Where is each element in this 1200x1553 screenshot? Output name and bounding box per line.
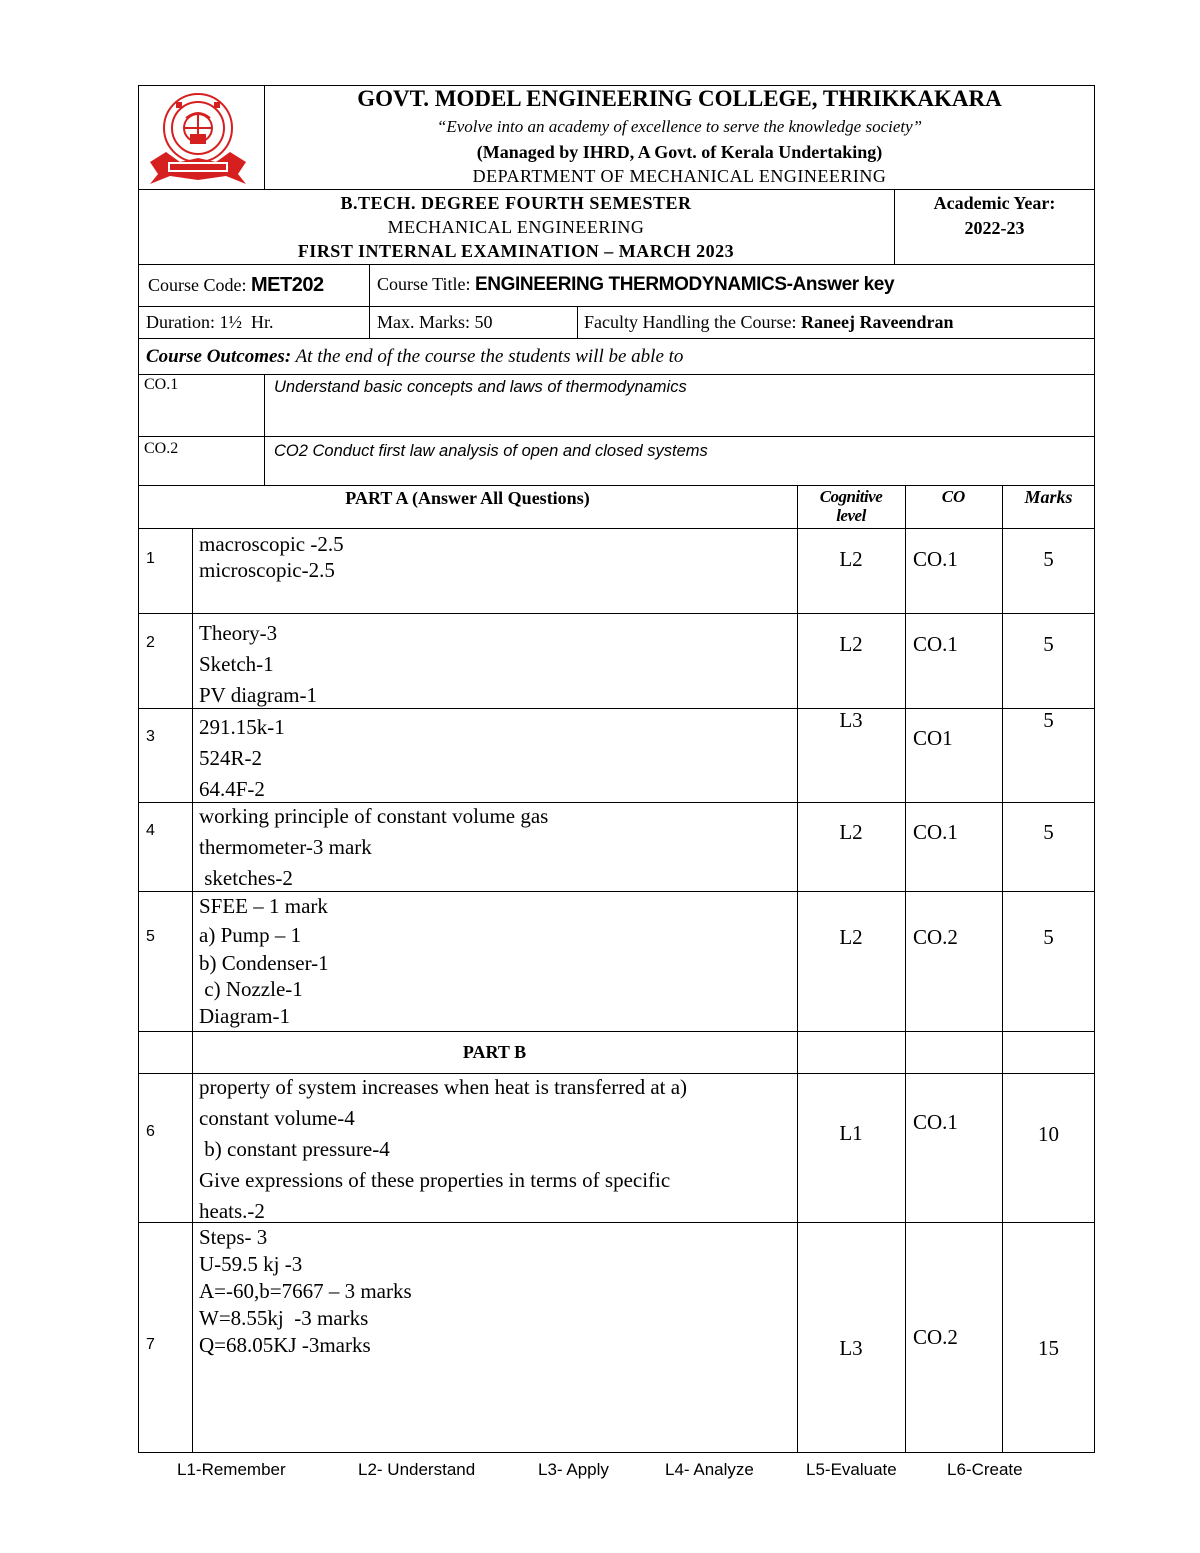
answer-line: Theory-3 — [199, 621, 278, 645]
answer-cell — [199, 531, 344, 583]
exam-degree: B.TECH. DEGREE FOURTH SEMESTER — [340, 193, 692, 213]
outcomes-heading-rest: At the end of the course the students will be able to — [291, 346, 684, 367]
marks-value: 10 — [1038, 1122, 1059, 1146]
faculty-label: Faculty Handling the Course: — [584, 312, 801, 332]
academic-year-label: Academic Year: — [933, 193, 1056, 213]
max-marks: Max. Marks: 50 — [377, 312, 493, 332]
answer-line: Give expressions of these properties in terms of specific — [199, 1168, 671, 1192]
answer-line: property of system increases when heat is transferred at a) — [199, 1075, 688, 1099]
co-value: CO.1 — [913, 820, 958, 844]
college-logo — [146, 88, 250, 186]
legend-l2: L2- Understand — [358, 1460, 476, 1479]
co1-text: Understand basic concepts and laws of thermodynamics — [274, 378, 687, 396]
answer-line: b) Condenser-1 — [199, 951, 329, 975]
legend-l5: L5-Evaluate — [806, 1460, 897, 1479]
college-name: GOVT. MODEL ENGINEERING COLLEGE, THRIKKAKARA — [357, 86, 1002, 111]
answer-line: macroscopic -2.5 — [199, 532, 344, 556]
marks-value: 5 — [1043, 632, 1054, 656]
question-number: 7 — [146, 1336, 155, 1353]
course-title-label: Course Title: — [377, 274, 476, 294]
marks-value: 5 — [1043, 547, 1054, 571]
question-number: 2 — [146, 634, 155, 651]
answer-line: thermometer-3 mark — [199, 835, 372, 859]
question-number: 4 — [146, 822, 155, 839]
cognitive-level: L1 — [839, 1121, 863, 1145]
co1-code: CO.1 — [144, 376, 179, 393]
answer-line: a) Pump – 1 — [199, 923, 302, 947]
col-header-marks: Marks — [1024, 487, 1073, 507]
marks-value: 5 — [1043, 820, 1054, 844]
answer-cell — [199, 618, 317, 711]
part-a-heading: PART A (Answer All Questions) — [345, 488, 590, 508]
co-value: CO.1 — [913, 547, 958, 571]
marks-value: 5 — [1043, 925, 1054, 949]
course-code-label: Course Code: — [148, 275, 251, 295]
cognitive-level: L2 — [839, 547, 863, 571]
answer-line: PV diagram-1 — [199, 683, 318, 707]
answer-line: 291.15k-1 — [199, 715, 285, 739]
co-value: CO.1 — [913, 632, 958, 656]
co2-text: CO2 Conduct first law analysis of open and closed systems — [274, 442, 708, 460]
co-value: CO.1 — [913, 1110, 958, 1134]
answer-line: Q=68.05KJ -3marks — [199, 1333, 371, 1357]
co-value: CO1 — [913, 726, 953, 750]
part-b-heading: PART B — [462, 1042, 527, 1062]
col-header-co: CO — [941, 487, 966, 506]
answer-line: 64.4F-2 — [199, 777, 265, 801]
answer-line: W=8.55kj -3 marks — [199, 1306, 369, 1330]
cognitive-level: L3 — [839, 1336, 863, 1360]
question-number: 6 — [146, 1123, 155, 1140]
co-value: CO.2 — [913, 1325, 958, 1349]
course-title — [377, 274, 894, 296]
marks-value: 5 — [1043, 708, 1054, 732]
answer-line: heats.-2 — [199, 1199, 265, 1223]
cognitive-level: L2 — [839, 820, 863, 844]
answer-line: U-59.5 kj -3 — [199, 1252, 303, 1276]
question-number: 3 — [146, 728, 155, 745]
question-number: 1 — [146, 550, 155, 567]
answer-line: working principle of constant volume gas — [199, 804, 549, 828]
college-motto: “Evolve into an academy of excellence to serve the knowledge society” — [436, 117, 923, 136]
answer-line: SFEE – 1 mark — [199, 894, 328, 918]
cognitive-level: L2 — [839, 925, 863, 949]
co2-code: CO.2 — [144, 440, 179, 457]
faculty — [584, 312, 953, 333]
answer-line: constant volume-4 — [199, 1106, 355, 1130]
course-title-value: ENGINEERING THERMODYNAMICS-Answer key — [475, 274, 895, 295]
cognitive-level: L2 — [839, 632, 863, 656]
answer-line: 524R-2 — [199, 746, 262, 770]
answer-line: Sketch-1 — [199, 652, 274, 676]
outcomes-heading — [146, 346, 683, 368]
answer-line: Steps- 3 — [199, 1225, 268, 1249]
col-header-cognitive — [797, 487, 905, 525]
question-number: 5 — [146, 928, 155, 945]
answer-line: sketches-2 — [199, 866, 293, 890]
managed-by: (Managed by IHRD, A Govt. of Kerala Undertaking) — [476, 142, 883, 162]
exam-title: FIRST INTERNAL EXAMINATION – MARCH 2023 — [297, 241, 735, 261]
course-code-value: MET202 — [251, 274, 324, 296]
faculty-name: Raneej Raveendran — [800, 312, 954, 332]
exam-branch: MECHANICAL ENGINEERING — [387, 217, 645, 237]
duration: Duration: 1½ Hr. — [146, 312, 274, 332]
course-code — [148, 274, 324, 297]
academic-year-value: 2022-23 — [964, 218, 1025, 238]
legend-l3: L3- Apply — [538, 1460, 609, 1479]
col-header-cognitive-1: Cognitive — [819, 487, 883, 506]
department-name: DEPARTMENT OF MECHANICAL ENGINEERING — [472, 166, 887, 186]
answer-line: Diagram-1 — [199, 1004, 290, 1028]
legend-l6: L6-Create — [947, 1460, 1023, 1479]
legend-l4: L4- Analyze — [665, 1460, 754, 1479]
marks-value: 15 — [1038, 1336, 1059, 1360]
answer-cell — [199, 893, 329, 1029]
outcomes-heading-bold: Course Outcomes: — [146, 346, 292, 367]
answer-cell — [199, 801, 548, 894]
answer-line: c) Nozzle-1 — [199, 977, 303, 1001]
col-header-cognitive-2: level — [836, 506, 866, 525]
cognitive-level: L3 — [839, 708, 863, 732]
answer-cell — [199, 1224, 412, 1359]
legend-l1: L1-Remember — [177, 1460, 286, 1479]
answer-cell — [199, 712, 285, 805]
co-value: CO.2 — [913, 925, 958, 949]
answer-line: b) constant pressure-4 — [199, 1137, 390, 1161]
answer-line: microscopic-2.5 — [199, 558, 335, 582]
answer-cell — [199, 1072, 687, 1227]
answer-line: A=-60,b=7667 – 3 marks — [199, 1279, 412, 1303]
